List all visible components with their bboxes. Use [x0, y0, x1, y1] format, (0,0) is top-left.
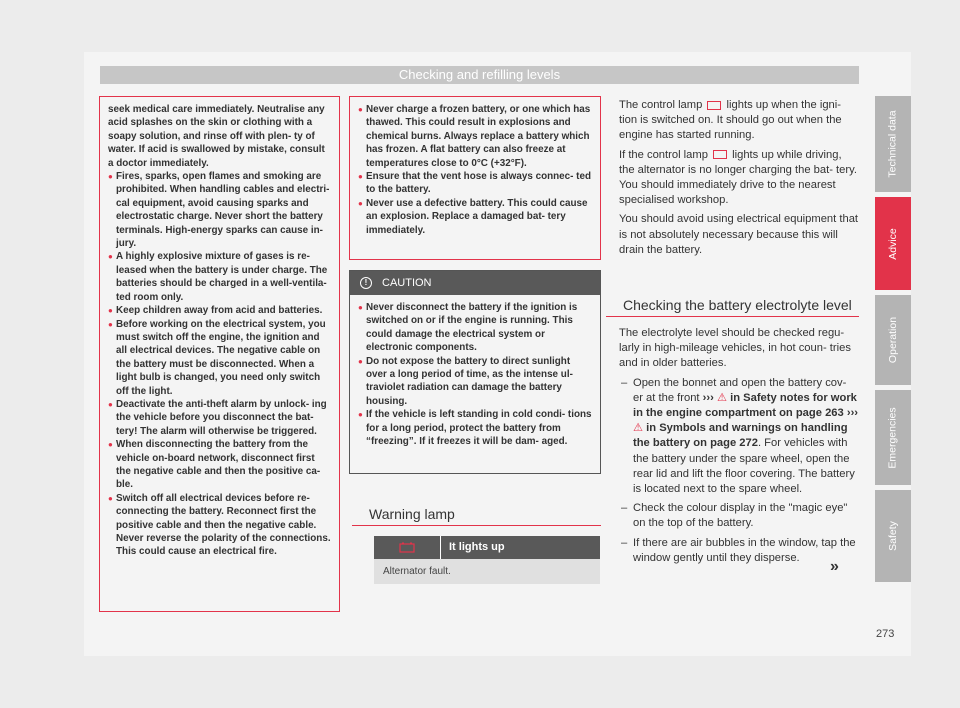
- tab-label: Operation: [887, 316, 899, 364]
- tab-label: Safety: [887, 521, 899, 551]
- tab-safety[interactable]: [875, 490, 911, 582]
- step-item: [619, 376, 859, 498]
- caution-box: [349, 270, 601, 474]
- ref-arrows: ›››: [702, 391, 714, 404]
- section-rule: [606, 316, 859, 317]
- warning-bullet: ● Never use a defective battery. This could cause an explosion. Replace a damaged bat- tery immediately.: [358, 197, 592, 237]
- link-symbols-warnings[interactable]: in Symbols and warnings on handling the battery on page 272: [633, 422, 848, 450]
- tab-label: Emergencies: [887, 406, 899, 469]
- caution-bullet: ● Never disconnect the battery if the ignition is switched on or if the engine is running. This could damage the electrical system or electronic components.: [358, 301, 592, 355]
- step-item: – If there are air bubbles in the window, tap the window gently until they disperse.: [619, 536, 859, 566]
- tab-operation[interactable]: [875, 295, 911, 385]
- tab-emergencies[interactable]: [875, 390, 911, 485]
- warning-box-left: [99, 96, 340, 612]
- caution-body: [350, 295, 600, 454]
- continue-icon: »: [830, 558, 839, 575]
- warning-icon: ⚠: [716, 391, 727, 404]
- right-column: [619, 98, 859, 262]
- warning-intro: seek medical care immediately. Neutralise any acid splashes on the skin or clothing with a soapy solution, and rinse off with plen- ty of water. If acid is swallowed by mistake, consult a doctor immediately.: [108, 104, 325, 169]
- text: lights up while driving, the alternator is no longer charging the bat- tery. You should immediately drive to the nearest specialised workshop.: [619, 148, 857, 207]
- warning-bullet: ● When disconnecting the battery from the vehicle on-board network, disconnect first the negative cable and then the positive ca- ble.: [108, 438, 331, 492]
- warning-bullet: ● Deactivate the anti-theft alarm by unlock- ing the vehicle before you disconnect the bat- tery! The alarm will otherwise be triggered.: [108, 398, 331, 438]
- tab-technical-data[interactable]: [875, 96, 911, 192]
- text: lights up when the igni- tion is switched on. It should go out when the engine has started running.: [619, 99, 842, 142]
- page-number: 273: [876, 628, 895, 640]
- tab-label: Technical data: [887, 110, 900, 178]
- text: The control lamp: [619, 99, 703, 111]
- table-row: Alternator fault.: [374, 559, 600, 584]
- ref-arrows: ›››: [846, 407, 859, 420]
- text: . For vehicles with the battery under the spare wheel, open the rear lid and lift the floor covering. The battery is located next to the spare wheel.: [633, 437, 855, 496]
- battery-icon: [707, 101, 721, 110]
- warning-bullet: ● Switch off all electrical devices before re- connecting the battery. Reconnect first the positive cable and then the negative cable. Never reverse the polarity of the connections. This could cause an electrical fire.: [108, 492, 331, 559]
- page-header: Checking and refilling levels: [100, 66, 859, 84]
- tab-advice[interactable]: [875, 197, 911, 290]
- table-header: [374, 536, 600, 559]
- caution-bullet: ● If the vehicle is left standing in cold condi- tions for a long period, protect the battery from “freezing”. If it freezes it will be dam- aged.: [358, 408, 592, 448]
- paragraph: [619, 148, 859, 209]
- warning-box-middle: [349, 96, 601, 260]
- warning-bullet: ● Fires, sparks, open flames and smoking are prohibited. When handling cables and electri- cal equipment, avoid causing sparks and electrostatic charge. Never short the battery terminals. High-energy sparks can cause in- jury.: [108, 170, 331, 250]
- section-rule: [352, 525, 601, 526]
- caution-header: [350, 271, 600, 295]
- caution-icon: !: [360, 277, 372, 289]
- warning-lamp-table: [374, 536, 600, 584]
- section-title-warning-lamp: Warning lamp: [369, 506, 455, 522]
- paragraph: The electrolyte level should be checked regu- larly in high-mileage vehicles, in hot coun- tries and in older batteries.: [619, 327, 851, 370]
- section-title-electrolyte: Checking the battery electrolyte level: [623, 297, 852, 313]
- warning-bullet: ● A highly explosive mixture of gases is re- leased when the battery is under charge. The batteries should be charged in a well-ventila- ted room only.: [108, 250, 331, 304]
- warning-icon: ⚠: [633, 422, 644, 435]
- tab-label: Advice: [886, 227, 899, 260]
- step-item: – Check the colour display in the "magic eye" on the top of the battery.: [619, 501, 859, 531]
- link-safety-notes[interactable]: in Safety notes for work in the engine compartment on page 263: [633, 391, 857, 420]
- warning-bullet: ● Ensure that the vent hose is always connec- ted to the battery.: [358, 170, 592, 197]
- text: If the control lamp: [619, 148, 708, 161]
- caution-bullet: ● Do not expose the battery to direct sunlight over a long period of time, as the intense ul- traviolet radiation can damage the battery housing.: [358, 355, 592, 409]
- paragraph: You should avoid using electrical equipment that is not absolutely necessary because this will drain the battery.: [619, 213, 859, 256]
- battery-lamp-icon: [374, 536, 441, 559]
- warning-bullet: ● Never charge a frozen battery, or one which has thawed. This could result in explosions and chemical burns. Always replace a battery which has frozen. A flat battery can also freeze at temperatures close to 0°C (+32°F).: [358, 103, 592, 170]
- text: Open the bonnet and open the battery cov- er at the front: [633, 376, 847, 404]
- right-column-lower: [619, 326, 859, 570]
- warning-bullet: ● Before working on the electrical system, you must switch off the engine, the ignition and all electrical devices. The negative cable on the battery must be disconnected. When a light bulb is changed, you need only switch off the light.: [108, 318, 331, 398]
- caution-title: CAUTION: [382, 277, 432, 289]
- warning-bullet: ● Keep children away from acid and batteries.: [108, 304, 331, 317]
- battery-icon: [713, 150, 727, 159]
- paragraph: [619, 98, 859, 144]
- table-header-label: It lights up: [449, 541, 505, 553]
